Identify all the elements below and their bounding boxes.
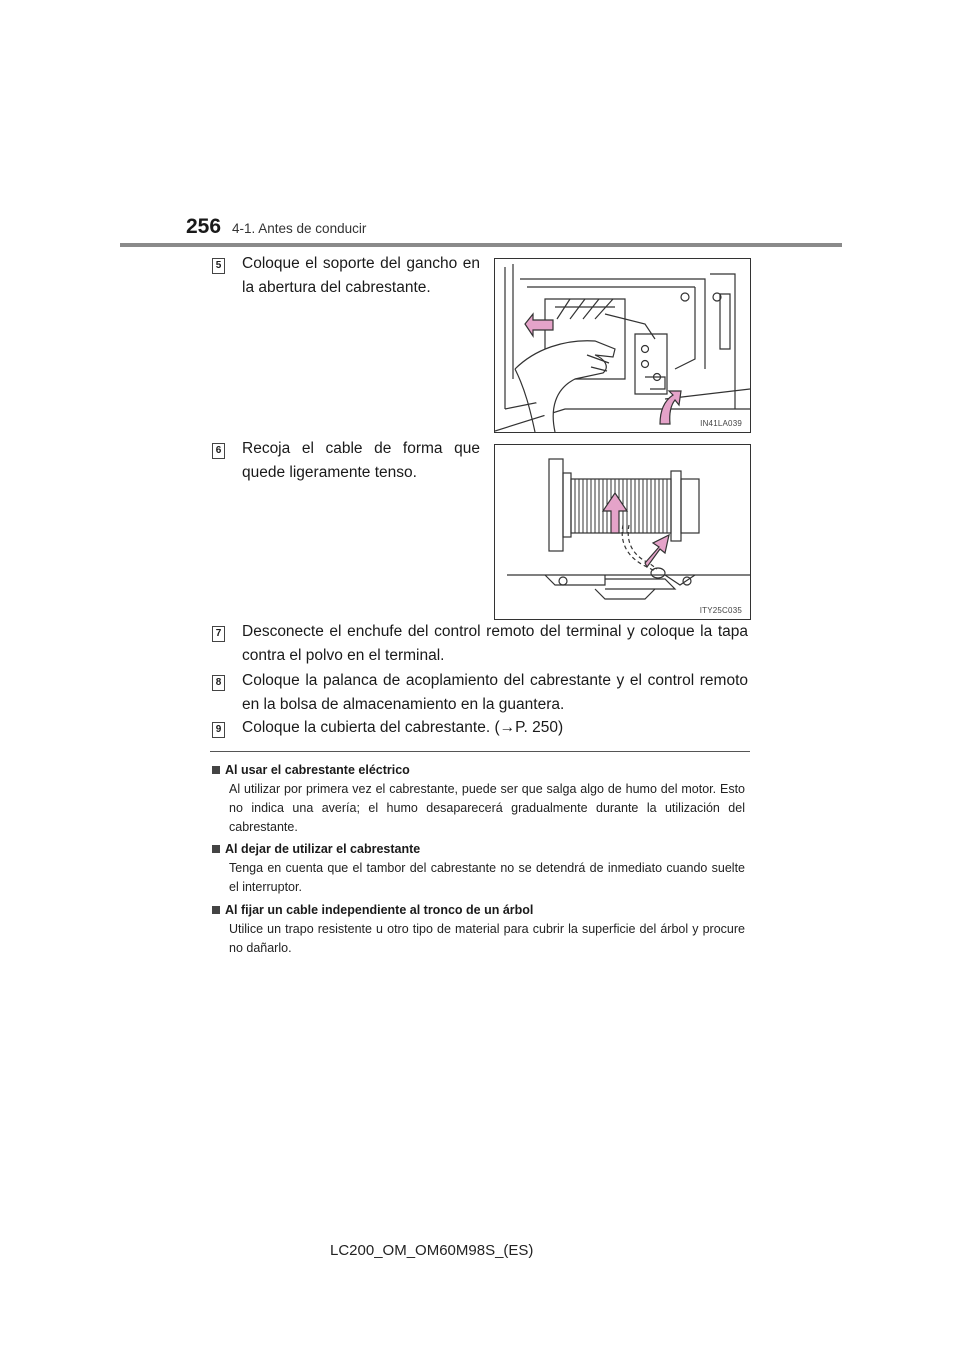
figure-code: ITY25C035: [699, 606, 742, 615]
note-title: [212, 763, 410, 777]
section-label: 4-1. Antes de conducir: [232, 221, 367, 236]
step-text-6: Recoja el cable de forma que quede ligeramente tenso.: [242, 440, 480, 481]
notes-rule: [210, 751, 750, 752]
figure-hook-bracket: [494, 258, 751, 433]
figure-winch-drum: [494, 444, 751, 620]
note-title-text: Al dejar de utilizar el cabrestante: [225, 842, 421, 856]
step-badge-7: 7: [212, 626, 225, 642]
step-badge-6: 6: [212, 443, 225, 459]
note-body: Utilice un trapo resistente u otro tipo de material para cubrir la superficie del árbol y procure no dañarlo.: [229, 922, 745, 955]
step-badge-5: 5: [212, 258, 225, 274]
note-title-text: Al usar el cabrestante eléctrico: [225, 763, 410, 777]
header-rule: [120, 243, 842, 247]
note-title: [212, 903, 533, 917]
step-text-8: Coloque la palanca de acoplamiento del cabrestante y el control remoto en la bolsa de almacenamiento en la guantera.: [242, 672, 748, 713]
step-badge-9: 9: [212, 722, 225, 738]
note-title-text: Al fijar un cable independiente al tronco de un árbol: [225, 903, 534, 917]
step-text-9: Coloque la cubierta del cabrestante. (→P. 250): [242, 719, 564, 736]
step-text-5: Coloque el soporte del gancho en la abertura del cabrestante.: [242, 255, 480, 296]
note-title: [212, 842, 420, 856]
square-bullet-icon: [212, 766, 220, 774]
step-badge-8: 8: [212, 675, 225, 691]
square-bullet-icon: [212, 845, 220, 853]
square-bullet-icon: [212, 906, 220, 914]
page-number: 256: [186, 215, 222, 238]
footer-doc-code: LC200_OM_OM60M98S_(ES): [330, 1242, 534, 1259]
note-body: Al utilizar por primera vez el cabrestante, puede ser que salga algo de humo del motor. Esto no indica una avería; el humo desaparecerá gradualmente durante la utilización del cabrestante.: [229, 782, 745, 834]
note-body: Tenga en cuenta que el tambor del cabrestante no se detendrá de inmediato cuando suelte el interruptor.: [229, 861, 745, 894]
step-text-7: Desconecte el enchufe del control remoto del terminal y coloque la tapa contra el polvo en el terminal.: [242, 623, 748, 664]
figure-code: IN41LA039: [700, 419, 742, 428]
